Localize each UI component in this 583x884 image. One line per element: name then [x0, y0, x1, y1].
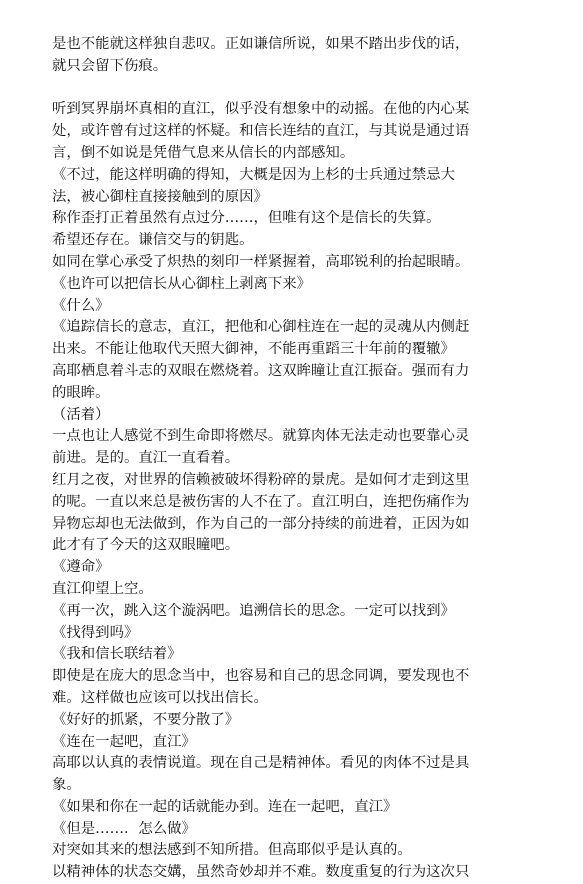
text-line: 《遵命》: [52, 559, 110, 576]
text-line: 听到冥界崩坏真相的直江，似乎没有想象中的动摇。在他的内心某: [52, 101, 470, 118]
text-line: 《连在一起吧，直江》: [52, 733, 196, 750]
text-line: 《也许可以把信长从心御柱上剥离下来》: [52, 275, 312, 292]
text-line: 希望还存在。谦信交与的钥匙。: [52, 232, 254, 249]
text-line: 一点也让人感觉不到生命即将燃尽。就算肉体无法走动也要靠心灵: [52, 428, 470, 445]
text-line: 对突如其来的想法感到不知所措。但高耶似乎是认真的。: [52, 842, 412, 859]
text-line: 出来。不能让他取代天照大御神，不能再重蹈三十年前的覆辙》: [52, 341, 455, 358]
text-line: 此才有了今天的这双眼瞳吧。: [52, 537, 240, 554]
text-line: 即使是在庞大的思念当中，也容易和自己的思念同调，要发现也不: [52, 668, 470, 685]
text-line: 《找得到吗》: [52, 624, 139, 641]
text-line: 《再一次，跳入这个漩涡吧。追溯信长的思念。一定可以找到》: [52, 602, 455, 619]
text-line: 《什么》: [52, 297, 110, 314]
text-line: 是也不能就这样独自悲叹。正如谦信所说，如果不踏出步伐的话，: [52, 36, 470, 52]
text-line: 以精神体的状态交媾，虽然奇妙却并不难。数度重复的行为这次只: [52, 864, 470, 881]
text-line: 处，或许曾有过这样的怀疑。和信长连结的直江，与其说是通过语: [52, 123, 470, 140]
text-line: 难。这样做也应该可以找出信长。: [52, 689, 268, 706]
text-line: 《不过，能这样明确的得知，大概是因为上杉的士兵通过禁忌大: [52, 166, 455, 183]
text-line: 异物忘却也无法做到，作为自己的一部分持续的前进着，正因为如: [52, 515, 470, 532]
text-line: 高耶栖息着斗志的双眼在燃烧着。这双眸瞳让直江振奋。强而有力: [52, 362, 470, 379]
text-line: 象。: [52, 777, 81, 794]
text-line: 红月之夜，对世界的信赖被破坏得粉碎的景虎。是如何才走到这里: [52, 471, 470, 488]
text-line: 法，被心御柱直接接触到的原因》: [52, 188, 268, 205]
text-line: （活着）: [52, 406, 110, 423]
text-line: 前进。是的。直江一直看着。: [52, 450, 240, 467]
text-line: 《我和信长联结着》: [52, 646, 182, 663]
text-line: 《追踪信长的意志，直江，把他和心御柱连在一起的灵魂从内侧赶: [52, 319, 470, 336]
text-line: 《但是……．怎么做》: [52, 820, 196, 837]
document-body: [52, 34, 552, 884]
paragraph-gap: [52, 78, 552, 100]
text-line: 言，倒不如说是凭借气息来从信长的内部感知。: [52, 144, 355, 161]
text-line: 的呢。一直以来总是被伤害的人不在了。直江明白，连把伤痛作为: [52, 493, 470, 510]
text-line: 《如果和你在一起的话就能办到。连在一起吧，直江》: [52, 798, 398, 815]
text-line: 称作歪打正着虽然有点过分……，但唯有这个是信长的失算。: [52, 210, 441, 227]
text-line: 直江仰望上空。: [52, 580, 153, 597]
text-line: 就只会留下伤痕。: [52, 57, 168, 74]
text-line: 高耶以认真的表情说道。现在自己是精神体。看见的肉体不过是具: [52, 755, 470, 772]
text-line: 的眼眸。: [52, 384, 110, 401]
text-line: 如同在掌心承受了炽热的刻印一样紧握着，高耶锐利的抬起眼睛。: [52, 253, 470, 270]
text-line: 《好好的抓紧，不要分散了》: [52, 711, 240, 728]
